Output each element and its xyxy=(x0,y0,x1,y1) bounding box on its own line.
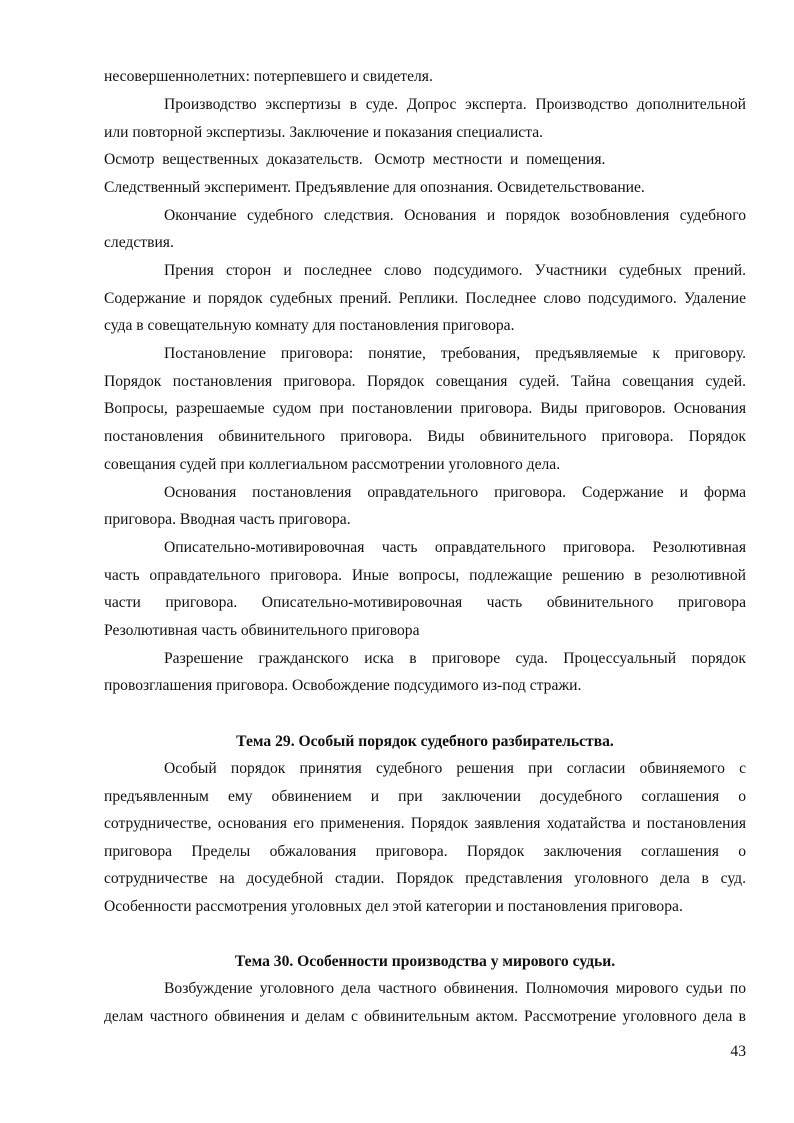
text-line: следствия. xyxy=(104,234,174,251)
text-line: несовершеннолетних: потерпевшего и свидетеля. xyxy=(104,68,433,85)
text-line: Особенности рассмотрения уголовных дел этой категории и постановления приговора. xyxy=(104,898,683,915)
text-line: Основания постановления оправдательного приговора. Содержание и форма xyxy=(164,484,746,501)
text-line: приговора. Вводная часть приговора. xyxy=(104,511,351,528)
text-line: Содержание и порядок судебных прений. Реплики. Последнее слово подсудимого. Удаление xyxy=(104,290,746,307)
text-line: сотрудничестве на досудебной стадии. Порядок представления уголовного дела в суд. xyxy=(104,870,746,887)
text-line: провозглашения приговора. Освобождение подсудимого из-под стражи. xyxy=(104,677,582,694)
text-line: предъявленным ему обвинением и при заключении досудебного соглашения о xyxy=(104,788,746,805)
text-line: постановления обвинительного приговора. Виды обвинительного приговора. Порядок xyxy=(104,428,746,445)
section-heading-topic-30: Тема 30. Особенности производства у мирового судьи. xyxy=(234,953,616,970)
text-line: части приговора. Описательно-мотивировочная часть обвинительного приговора xyxy=(104,594,746,611)
text-line: Разрешение гражданского иска в приговоре суда. Процессуальный порядок xyxy=(164,650,746,667)
text-line: Возбуждение уголовного дела частного обвинения. Полномочия мирового судьи по xyxy=(164,980,746,997)
text-line: делам частного обвинения и делам с обвинительным актом. Рассмотрение уголовного дела в xyxy=(104,1008,746,1025)
text-line: Описательно-мотивировочная часть оправдательного приговора. Резолютивная xyxy=(164,539,746,556)
text-line: Производство экспертизы в суде. Допрос эксперта. Производство дополнительной xyxy=(164,96,746,113)
section-heading-topic-29: Тема 29. Особый порядок судебного разбирательства. xyxy=(236,733,614,750)
text-line: Прения сторон и последнее слово подсудимого. Участники судебных прений. xyxy=(164,262,746,279)
text-line: совещания судей при коллегиальном рассмотрении уголовного дела. xyxy=(104,456,561,473)
text-line: суда в совещательную комнату для постановления приговора. xyxy=(104,317,515,334)
text-line: часть оправдательного приговора. Иные вопросы, подлежащие решению в резолютивной xyxy=(104,567,746,584)
text-line: Особый порядок принятия судебного решения при согласии обвиняемого с xyxy=(164,760,746,777)
text-line: Следственный эксперимент. Предъявление для опознания. Освидетельствование. xyxy=(104,179,645,196)
text-line: Порядок постановления приговора. Порядок совещания судей. Тайна совещания судей. xyxy=(104,373,746,390)
text-line: приговора Пределы обжалования приговора. Порядок заключения соглашения о xyxy=(104,843,746,860)
text-line: Постановление приговора: понятие, требования, предъявляемые к приговору. xyxy=(164,345,746,362)
text-line: или повторной экспертизы. Заключение и показания специалиста. xyxy=(104,124,544,141)
text-line: Окончание судебного следствия. Основания и порядок возобновления судебного xyxy=(164,207,746,224)
page-number: 43 xyxy=(730,1043,746,1060)
text-line: Осмотр вещественных доказательств. Осмотр местности и помещения. xyxy=(104,151,606,168)
text-line: Вопросы, разрешаемые судом при постановлении приговора. Виды приговоров. Основания xyxy=(104,400,746,417)
text-line: сотрудничестве, основания его применения. Порядок заявления ходатайства и постановления xyxy=(104,815,746,832)
text-line: Резолютивная часть обвинительного приговора xyxy=(104,622,420,639)
